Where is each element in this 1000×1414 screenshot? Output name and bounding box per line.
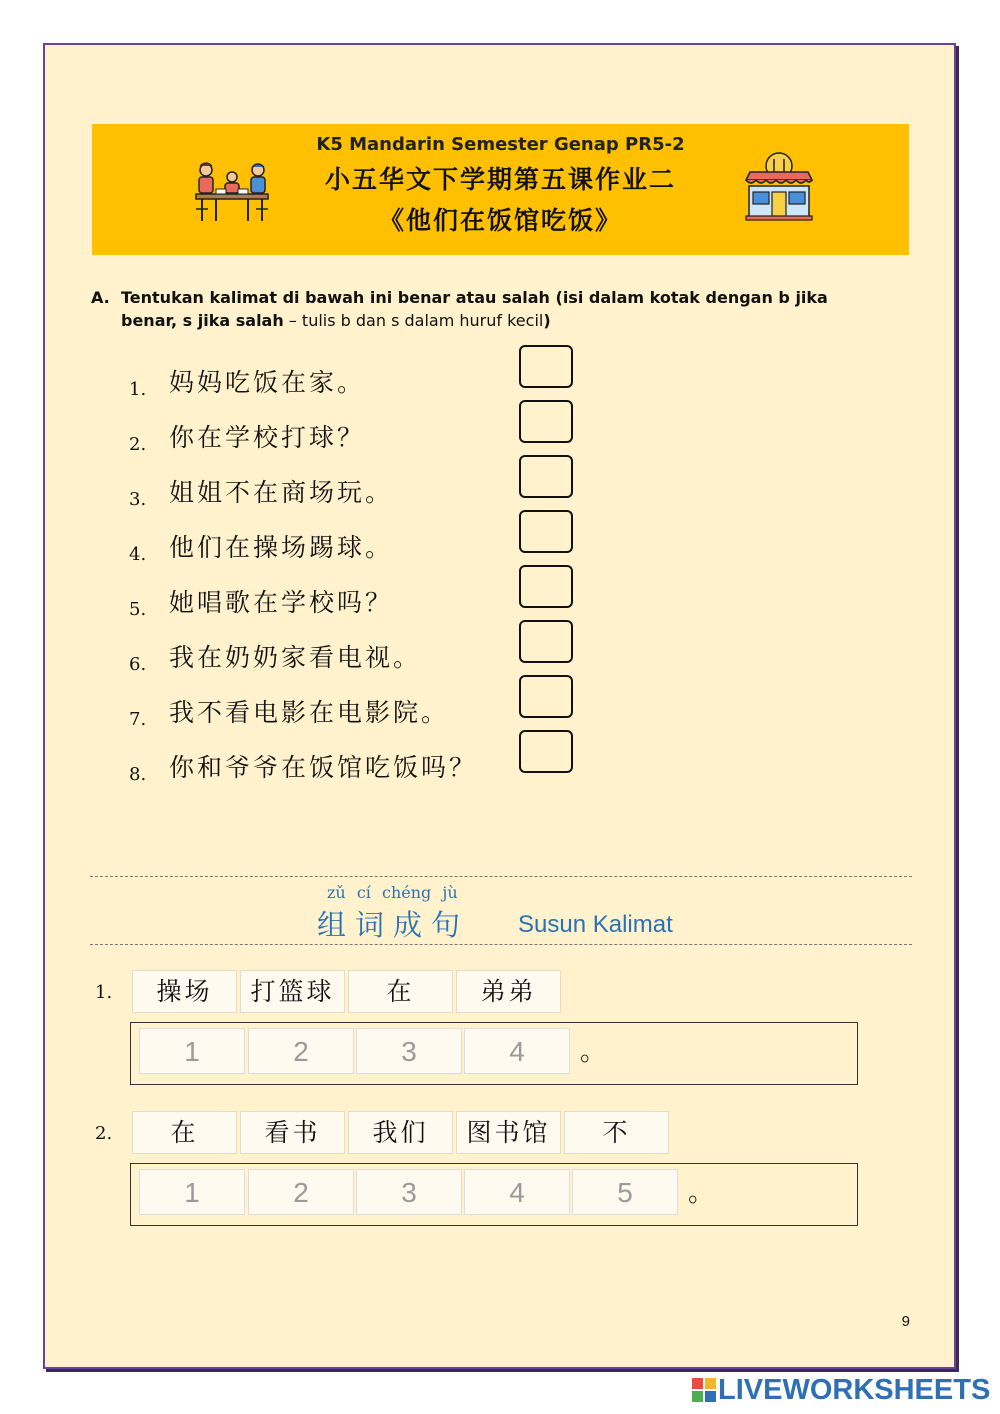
pinyin-syllable: cí — [356, 883, 371, 902]
answer-row — [130, 1022, 858, 1085]
instruction-bold-text: Tentukan kalimat di bawah ini benar atau salah (isi dalam kotak dengan b jika benar, s jika salah — [121, 288, 828, 330]
answer-box[interactable] — [519, 675, 573, 718]
page-number: 9 — [901, 1313, 910, 1330]
section-a-instruction — [91, 286, 861, 332]
instruction-close-paren: ) — [543, 311, 551, 330]
drop-slot[interactable]: 2 — [248, 1169, 354, 1215]
word-tile[interactable]: 不 — [564, 1111, 669, 1154]
question-text: 我不看电影在电影院。 — [169, 698, 450, 727]
question-text: 你在学校打球？ — [169, 423, 366, 452]
word-tile[interactable]: 我们 — [348, 1111, 453, 1154]
question-number: 8. — [129, 764, 147, 785]
section-b-title-ms: Susun Kalimat — [518, 911, 673, 938]
answer-box[interactable] — [519, 455, 573, 498]
banner-title-en: K5 Mandarin Semester Genap PR5-2 — [316, 134, 685, 155]
word-tile[interactable]: 操场 — [132, 970, 237, 1013]
pinyin-syllable: zǔ — [327, 883, 346, 902]
question-number: 5. — [129, 599, 147, 620]
answer-box[interactable] — [519, 620, 573, 663]
word-tile[interactable]: 打篮球 — [240, 970, 345, 1013]
section-divider-bottom — [90, 944, 912, 945]
title-banner — [92, 124, 909, 255]
question-text: 你和爷爷在饭馆吃饭吗？ — [169, 753, 478, 782]
exercise-number: 1. — [95, 982, 113, 1003]
drop-slot[interactable]: 3 — [356, 1169, 462, 1215]
drop-slot[interactable]: 1 — [139, 1169, 245, 1215]
question-text: 我在奶奶家看电视。 — [169, 643, 422, 672]
exercise-number: 2. — [95, 1123, 113, 1144]
question-number: 3. — [129, 489, 147, 510]
liveworksheets-brand: LIVEWORKSHEETS — [718, 1374, 991, 1406]
pinyin-syllable: chéng — [382, 883, 432, 902]
question-text: 姐姐不在商场玩。 — [169, 478, 394, 507]
answer-row — [130, 1163, 858, 1226]
answer-box[interactable] — [519, 510, 573, 553]
liveworksheets-logo-icon — [692, 1378, 716, 1402]
period-mark: 。 — [688, 1178, 715, 1208]
period-mark: 。 — [580, 1037, 607, 1067]
word-tile[interactable]: 弟弟 — [456, 970, 561, 1013]
question-number: 4. — [129, 544, 147, 565]
question-text: 她唱歌在学校吗？ — [169, 588, 394, 617]
restaurant-building-icon — [744, 150, 814, 222]
drop-slot[interactable]: 5 — [572, 1169, 678, 1215]
question-number: 7. — [129, 709, 147, 730]
worksheet-page — [43, 43, 956, 1369]
drop-slot[interactable]: 1 — [139, 1028, 245, 1074]
question-number: 1. — [129, 379, 147, 400]
question-text: 妈妈吃饭在家。 — [169, 368, 366, 397]
section-a-label: A. — [91, 288, 110, 307]
answer-box[interactable] — [519, 730, 573, 773]
answer-box[interactable] — [519, 345, 573, 388]
drop-slot[interactable]: 3 — [356, 1028, 462, 1074]
word-tile[interactable]: 看书 — [240, 1111, 345, 1154]
answer-box[interactable] — [519, 400, 573, 443]
word-tile[interactable]: 图书馆 — [456, 1111, 561, 1154]
question-number: 6. — [129, 654, 147, 675]
banner-subtitle-zh: 《他们在饭馆吃饭》 — [378, 206, 622, 235]
pinyin-syllable: jù — [442, 883, 458, 902]
answer-box[interactable] — [519, 565, 573, 608]
question-number: 2. — [129, 434, 147, 455]
drop-slot[interactable]: 2 — [248, 1028, 354, 1074]
section-b-title-zh: 组词成句 — [317, 908, 470, 942]
pinyin-line — [327, 883, 464, 902]
instruction-normal-text: – tulis b dan s dalam huruf kecil — [283, 311, 544, 330]
banner-title-zh: 小五华文下学期第五课作业二 — [324, 165, 676, 194]
question-text: 他们在操场踢球。 — [169, 533, 394, 562]
word-tile[interactable]: 在 — [132, 1111, 237, 1154]
drop-slot[interactable]: 4 — [464, 1169, 570, 1215]
drop-slot[interactable]: 4 — [464, 1028, 570, 1074]
section-divider-top — [90, 876, 912, 877]
word-tile[interactable]: 在 — [348, 970, 453, 1013]
